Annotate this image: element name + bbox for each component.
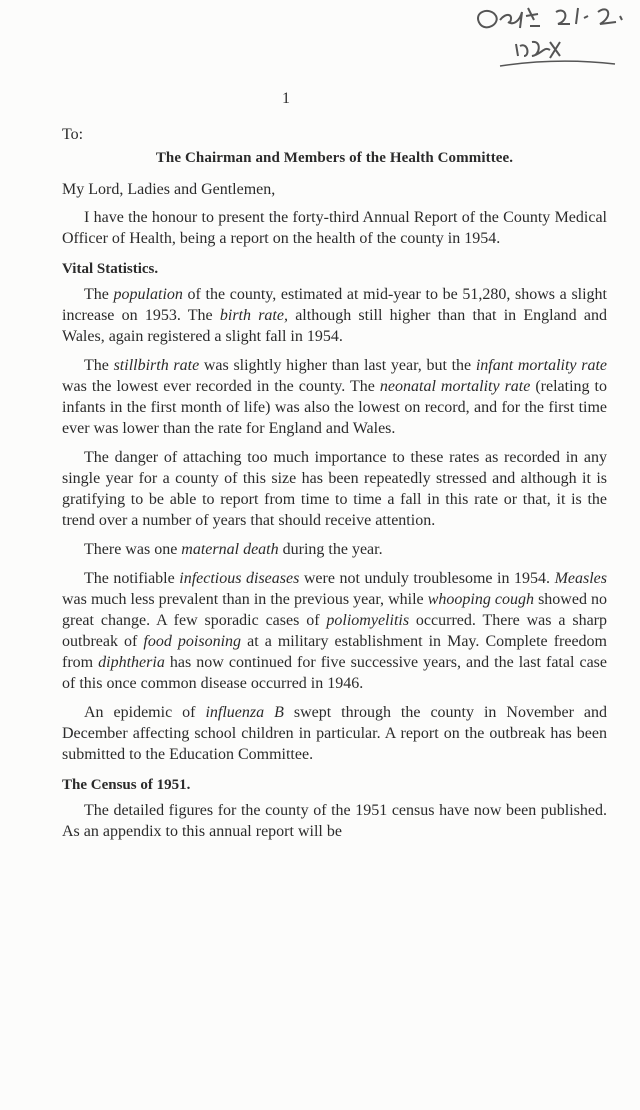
intro-paragraph: I have the honour to present the forty-third Annual Report of the County Medical Officer of Health, being a report on the health of the county in 1954. xyxy=(62,209,607,247)
to-label: To: xyxy=(62,126,84,143)
vital-statistics-heading: Vital Statistics. xyxy=(62,261,159,277)
maternal-death-paragraph: There was one maternal death during the year. xyxy=(84,541,383,558)
rates-caution-paragraph: The danger of attaching too much importance to these rates as recorded in any single year for a county of this size has been repeatedly stressed and although it is gratifying to be able to report from time to time a fall in this rate or that, it is the trend over a number of years that should receive attention. xyxy=(62,449,607,529)
census-paragraph: The detailed figures for the county of the 1951 census have now been published. As an appendix to this annual report will be xyxy=(62,802,607,840)
influenza-paragraph: An epidemic of influenza B swept through the county in November and December affecting school children in particular. A report on the outbreak has been submitted to the Education Committee. xyxy=(62,704,608,763)
census-heading: The Census of 1951. xyxy=(62,777,191,793)
page-number: 1 xyxy=(282,90,290,107)
population-paragraph: The population of the county, estimated at mid-year to be 51,280, shows a slight increase on 1953. The birth rate, although still higher than that in England and Wales, again registered a slight fall in 1954. xyxy=(62,286,608,345)
mortality-paragraph: The stillbirth rate was slightly higher than last year, but the infant mortality rate was the lowest ever recorded in the county. The neonatal mortality rate (relating to infants in the first month of life) was also the lowest on record, and for the first time ever was lower than the rate for England and Wales. xyxy=(62,357,608,437)
document-body xyxy=(62,150,607,850)
addressee-heading: The Chairman and Members of the Health Committee. xyxy=(155,150,514,166)
salutation: My Lord, Ladies and Gentlemen, xyxy=(62,181,276,198)
handwritten-annotation xyxy=(470,2,635,72)
infectious-diseases-paragraph: The notifiable infectious diseases were not unduly troublesome in 1954. Measles was much less prevalent than in the previous year, while whooping cough showed no great change. A few sporadic cases of poliomyelitis occurred. There was a sharp outbreak of food poisoning at a military establishment in May. Complete freedom from diphtheria has now continued for five successive years, and the last fatal case of this once common disease occurred in 1946. xyxy=(62,570,608,692)
